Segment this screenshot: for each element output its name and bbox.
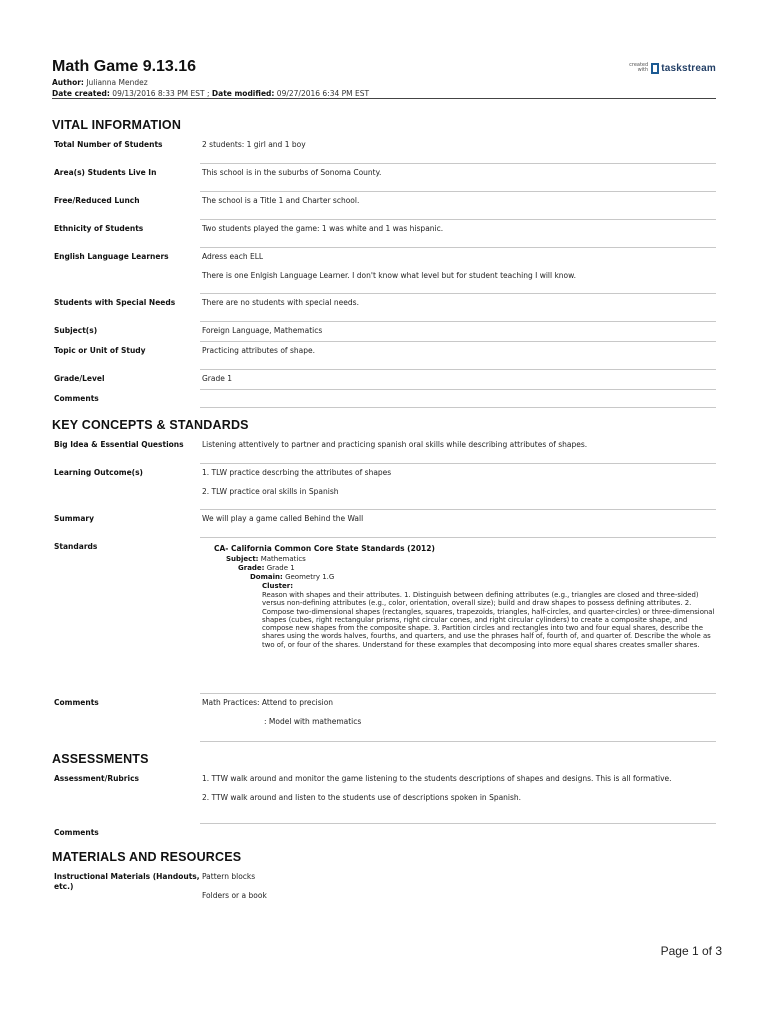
row-label: Big Idea & Essential Questions: [54, 440, 184, 449]
standards-block: [200, 538, 716, 694]
author-name: Julianna Mendez: [86, 78, 148, 87]
key-concepts-table: [52, 436, 716, 742]
table-row: [52, 192, 716, 220]
row-label: Subject(s): [54, 326, 98, 335]
row-label: Area(s) Students Live In: [54, 168, 157, 177]
row-label: Free/Reduced Lunch: [54, 196, 140, 205]
table-row: [52, 510, 716, 538]
standards-grade: Grade: Grade 1: [238, 564, 295, 572]
taskstream-logo-icon: [651, 63, 659, 74]
row-value: There are no students with special needs.: [200, 294, 716, 322]
page-number: Page 1 of 3: [660, 944, 722, 958]
table-row: [52, 370, 716, 390]
row-value: Grade 1: [200, 370, 716, 390]
row-label: Comments: [54, 394, 99, 403]
table-row: [52, 248, 716, 294]
row-label: Students with Special Needs: [54, 298, 176, 307]
row-value: 1. TLW practice descrbing the attributes of shapes 2. TLW practice oral skills in Spanish: [200, 464, 716, 510]
document-header: [52, 58, 716, 98]
dates-line: [52, 89, 716, 98]
row-label: Standards: [54, 542, 98, 551]
section-title-assessments: ASSESSMENTS: [52, 752, 149, 766]
row-value: 2 students: 1 girl and 1 boy: [200, 136, 716, 164]
table-row: [52, 694, 716, 742]
row-value: This school is in the suburbs of Sonoma County.: [200, 164, 716, 192]
logo-prefix: created with: [629, 62, 649, 73]
row-value: The school is a Title 1 and Charter school.: [200, 192, 716, 220]
row-label: Summary: [54, 514, 95, 523]
table-row-standards: [52, 538, 716, 694]
row-label: Ethnicity of Students: [54, 224, 144, 233]
standards-title: CA- California Common Core State Standards (2012): [214, 544, 435, 553]
table-row: [52, 770, 716, 824]
document-body: [52, 116, 716, 908]
table-row: [52, 436, 716, 464]
row-label: Learning Outcome(s): [54, 468, 143, 477]
row-value: [200, 390, 716, 408]
row-label: Grade/Level: [54, 374, 105, 383]
modified-label: Date modified:: [211, 89, 275, 98]
table-row: [52, 220, 716, 248]
standards-domain: Domain: Geometry 1.G: [250, 573, 335, 581]
row-label: Comments: [54, 828, 99, 837]
table-row: [52, 322, 716, 342]
row-value: Two students played the game: 1 was white and 1 was hispanic.: [200, 220, 716, 248]
document-title: Math Game 9.13.16: [52, 58, 197, 75]
section-title-key-concepts: KEY CONCEPTS & STANDARDS: [52, 418, 249, 432]
row-value: We will play a game called Behind the Wall: [200, 510, 716, 538]
vital-information-table: [52, 136, 716, 408]
section-title-vital-information: VITAL INFORMATION: [52, 118, 182, 132]
row-label: Comments: [54, 698, 99, 707]
row-value: Adress each ELL There is one Enlgish Language Learner. I don't know what level but for student teaching I will know.: [200, 248, 716, 294]
row-value: Foreign Language, Mathematics: [200, 322, 716, 342]
row-value: 1. TTW walk around and monitor the game listening to the students descriptions of shapes and designs. This is all formative. 2. TTW walk around and listen to the students use of descriptions spoken in Spanish.: [200, 770, 716, 824]
row-value: Practicing attributes of shape.: [200, 342, 716, 370]
header-divider: [52, 98, 716, 99]
logo-text: taskstream: [661, 62, 716, 74]
section-title-materials: MATERIALS AND RESOURCES: [52, 850, 242, 864]
row-label: Topic or Unit of Study: [54, 346, 146, 355]
row-value: Listening attentively to partner and practicing spanish oral skills while describing attributes of shapes.: [200, 436, 716, 464]
row-value: [200, 824, 716, 842]
taskstream-logo: [626, 61, 716, 75]
table-row: [52, 342, 716, 370]
standards-subject: Subject: Mathematics: [226, 555, 306, 563]
author-line: [52, 78, 716, 87]
table-row: [52, 294, 716, 322]
author-label: Author:: [52, 78, 84, 87]
table-row: [52, 868, 716, 908]
row-value: Pattern blocks Folders or a book: [202, 872, 267, 900]
assessments-table: [52, 770, 716, 842]
table-row: [52, 824, 716, 842]
materials-table: [52, 868, 716, 908]
table-row: [52, 390, 716, 408]
created-date: 09/13/2016 8:33 PM EST ;: [112, 89, 210, 98]
row-label: English Language Learners: [54, 252, 169, 261]
modified-date: 09/27/2016 6:34 PM EST: [276, 89, 370, 98]
table-row: [52, 464, 716, 510]
standards-cluster-text: Reason with shapes and their attributes. 1. Distinguish between defining attributes (e.g., triangles are closed and three-sided) versus non-defining attributes (e.g., color, orientation, overall size); build and draw shapes to possess defining attributes. 2. Compose two-dimensional shapes (rectangles, squares, trapezoids, triangles, half-circles, and quarter-circles) or three-dimensional shapes (cubes, right rectangular prisms, right circular cones, and right circular cylinders) to create a composite shape, and compose new shapes from the composite shape. 3. Partition circles and rectangles into two and four equal shares, describe the shares using the words halves, fourths, and quarters, and use the phrases half of, fourth of, and quarter of. Describe the whole as two of, or four of the shares. Understand for these examples that decomposing into more equal shares creates smaller shares.: [262, 591, 715, 649]
row-value: Math Practices: Attend to precision : Model with mathematics: [200, 694, 716, 742]
created-label: Date created:: [52, 89, 110, 98]
row-label: Total Number of Students: [54, 140, 163, 149]
row-label: Assessment/Rubrics: [54, 774, 139, 783]
table-row: [52, 164, 716, 192]
standards-cluster-label: Cluster:: [262, 582, 294, 590]
row-label: Instructional Materials (Handouts, etc.): [54, 872, 200, 891]
table-row: [52, 136, 716, 164]
